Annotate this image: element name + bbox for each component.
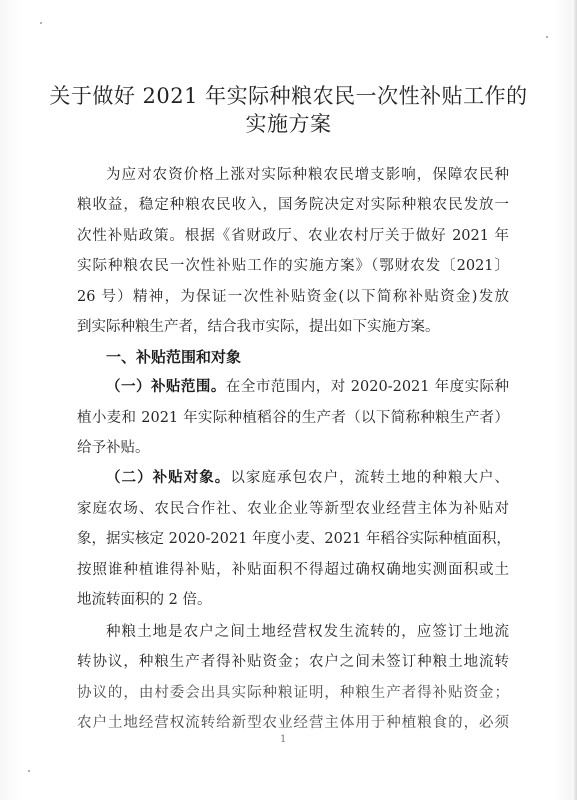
paragraph-line: 到实际种粮生产者，结合我市实际，提出如下实施方案。 — [77, 319, 440, 335]
item-2-text: 以家庭承包农户，流转土地的种粮大户、 — [230, 470, 510, 486]
paragraph-line: 次性补贴政策。根据《省财政厅、农业农村厅关于做好 2021 年 — [77, 228, 509, 244]
paragraph-line: 种粮土地是农户之间土地经营权发生流转的，应签订土地流 — [106, 624, 509, 640]
document-title-line-2: 实施方案 — [245, 112, 332, 136]
paragraph-line: 象，据实核定 2020-2021 年度小麦、2021 年稻谷实际种植面积， — [77, 531, 511, 547]
paragraph-line: 协议的，由村委会出具实际种粮证明，种粮生产者得补贴资金； — [77, 685, 509, 701]
paragraph-line: 农户土地经营权流转给新型农业经营主体用于种植粮食的，必须 — [77, 715, 509, 731]
paragraph-line: 按照谁种植谁得补贴，补贴面积不得超过确权确地实测面积或土 — [77, 562, 509, 578]
page-number: 1 — [280, 734, 287, 745]
scan-speck — [40, 22, 42, 24]
paragraph-line: 家庭农场、农民合作社、农业企业等新型农业经营主体为补贴对 — [77, 501, 509, 517]
item-1-lead: （一）补贴范围。 — [106, 378, 226, 395]
item-2-lead: （二）补贴对象。 — [106, 469, 231, 486]
paragraph-line: 植小麦和 2021 年实际种植稻谷的生产者（以下简称种粮生产者） — [77, 410, 509, 426]
paragraph-line: 实际种粮农民一次性补贴工作的实施方案》（鄂财农发〔2021〕 — [77, 258, 509, 274]
scan-speck — [546, 36, 548, 38]
paragraph-line: 给予补贴。 — [77, 440, 150, 456]
item-1-text: 在全市范围内，对 2020-2021 年度实际种 — [225, 379, 510, 395]
scan-edge-shadow — [572, 0, 577, 800]
document-title-line-1: 关于做好 2021 年实际种粮农民一次性补贴工作的 — [49, 84, 528, 108]
paragraph-line: 为应对农资价格上涨对实际种粮农民增支影响，保障农民种 — [106, 167, 509, 183]
item-2-first-line — [106, 468, 509, 488]
section-heading: 一、补贴范围和对象 — [106, 348, 242, 366]
paragraph-line: 26 号）精神，为保证一次性补贴资金(以下简称补贴资金)发放 — [77, 289, 509, 305]
paragraph-line: 粮收益，稳定种粮农民收入，国务院决定对实际种粮农民发放一 — [77, 197, 509, 213]
paragraph-line: 地流转面积的 2 倍。 — [77, 592, 212, 608]
item-1-first-line — [106, 377, 509, 397]
scan-speck — [28, 770, 30, 772]
paragraph-line: 转协议，种粮生产者得补贴资金；农户之间未签订种粮土地流转 — [77, 654, 509, 670]
